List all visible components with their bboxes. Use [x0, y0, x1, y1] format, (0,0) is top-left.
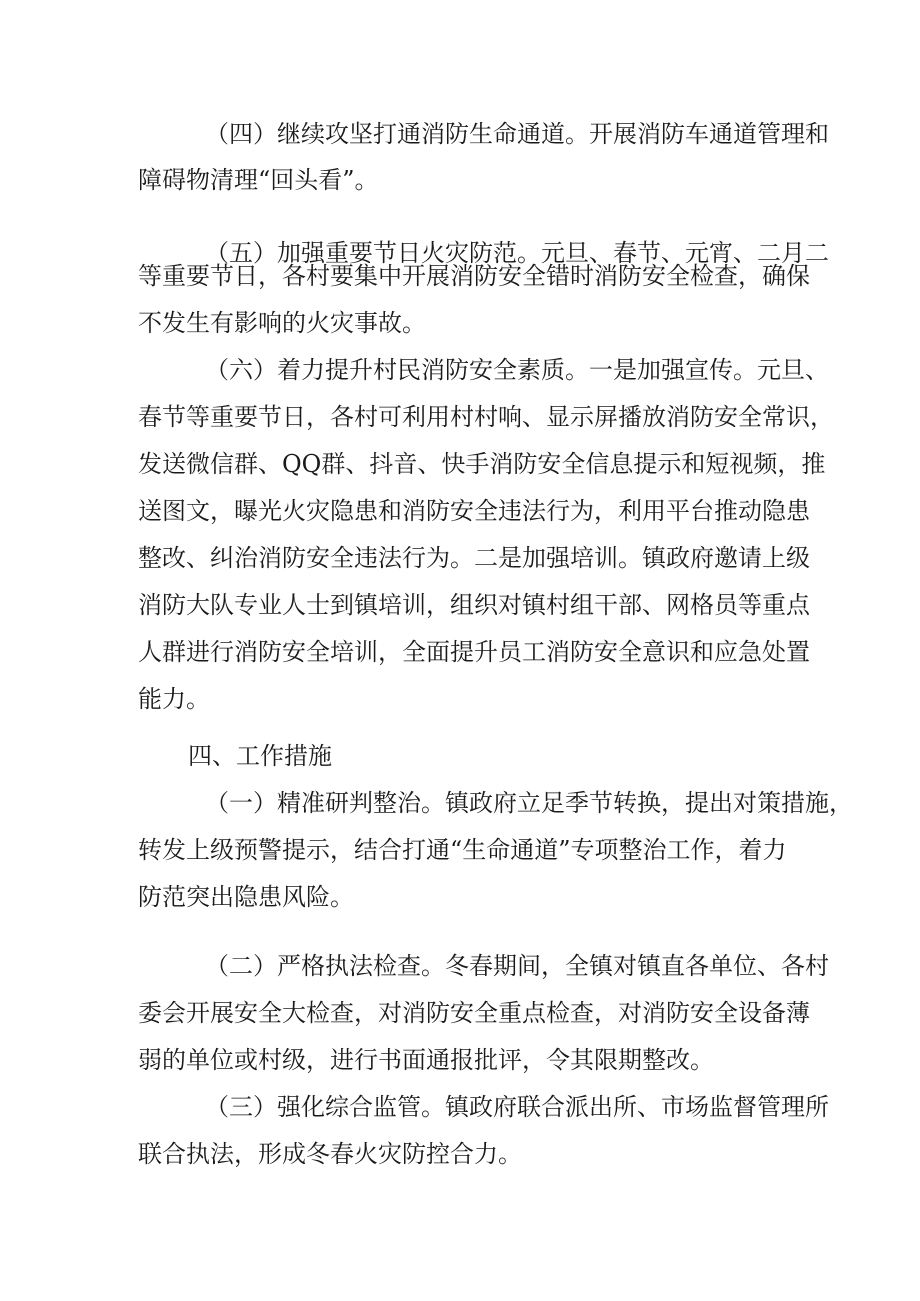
paragraph-line: 防范突出隐患风险。: [138, 883, 354, 911]
paragraph-line: （六）着力提升村民消防安全素质。一是加强宣传。元旦、: [205, 356, 829, 384]
section-heading: 四、工作措施: [188, 742, 332, 770]
paragraph-line: 春节等重要节日，各村可利用村村响、显示屏播放消防安全常识，: [138, 403, 834, 431]
paragraph-line: （四）继续攻坚打通消防生命通道。开展消防车通道管理和: [205, 120, 829, 148]
paragraph-line: 委会开展安全大检查，对消防安全重点检查，对消防安全设备薄: [138, 999, 810, 1027]
paragraph-line: 能力。: [138, 685, 210, 713]
paragraph-line: 人群进行消防安全培训，全面提升员工消防安全意识和应急处置: [138, 638, 810, 666]
paragraph-line: （三）强化综合监管。镇政府联合派出所、市场监督管理所: [205, 1093, 829, 1121]
paragraph-line: 弱的单位或村级，进行书面通报批评，令其限期整改。: [138, 1046, 714, 1074]
paragraph-line: 送图文，曝光火灾隐患和消防安全违法行为，利用平台推动隐患: [138, 497, 810, 525]
paragraph-line: 障碍物清理“回头看”。: [138, 166, 379, 194]
paragraph-line: 转发上级预警提示，结合打通“生命通道”专项整治工作，着力: [138, 836, 787, 864]
paragraph-line: 消防大队专业人士到镇培训，组织对镇村组干部、网格员等重点: [138, 591, 810, 619]
paragraph-line: （二）严格执法检查。冬春期间，全镇对镇直各单位、各村: [205, 952, 829, 980]
paragraph-line: 整改、纠治消防安全违法行为。二是加强培训。镇政府邀请上级: [138, 544, 810, 572]
paragraph-line: （五）加强重要节日火灾防范。元旦、春节、元宵、二月二: [205, 239, 829, 267]
paragraph-line: 联合执法，形成冬春火灾防控合力。: [138, 1140, 522, 1168]
paragraph-line: 等重要节日，各村要集中开展消防安全错时消防安全检查，确保: [138, 262, 810, 290]
paragraph-line: （一）精准研判整治。镇政府立足季节转换，提出对策措施，: [205, 789, 853, 817]
paragraph-line: 不发生有影响的火灾事故。: [138, 309, 426, 337]
paragraph-line: 发送微信群、QQ群、抖音、快手消防安全信息提示和短视频，推: [138, 450, 826, 478]
